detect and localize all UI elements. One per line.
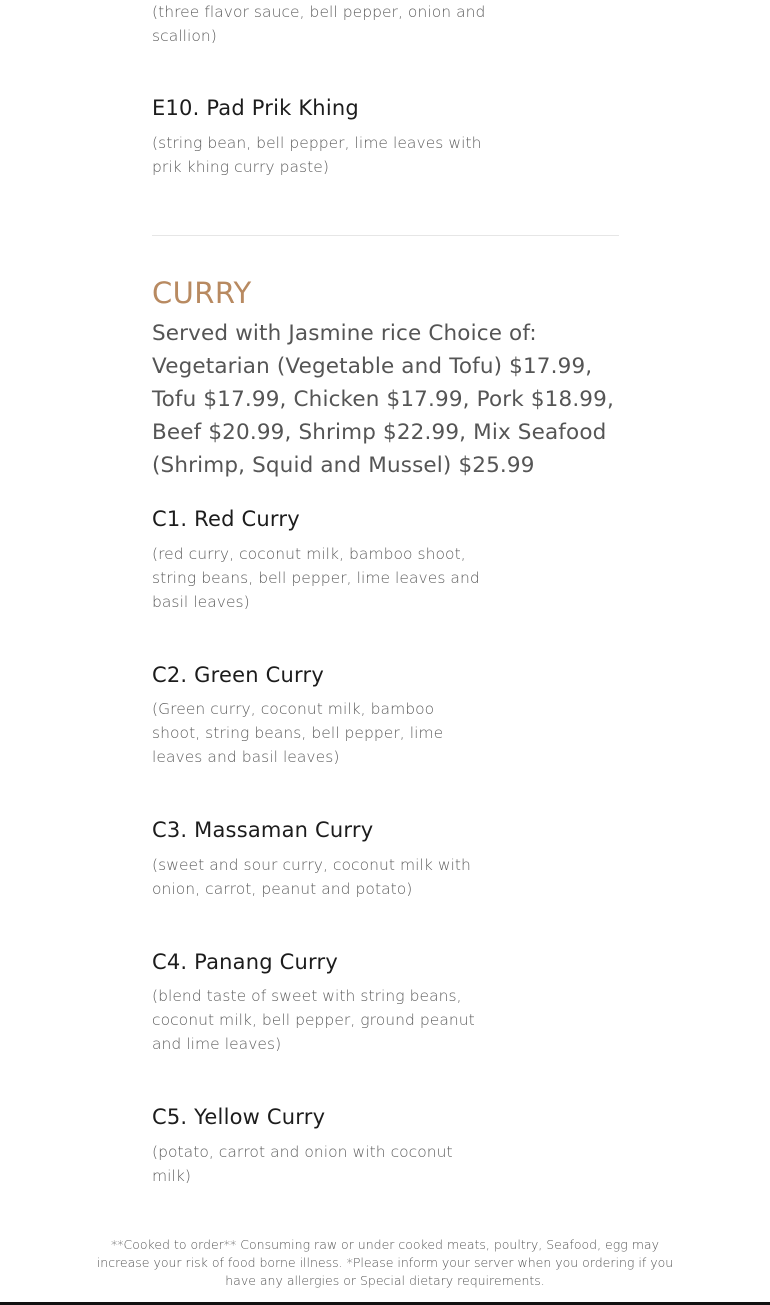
menu-item-title-c3: C3. Massaman Curry: [152, 818, 374, 842]
menu-item-title-c1: C1. Red Curry: [152, 507, 300, 531]
section-subheading-curry: Served with Jasmine rice Choice of: Vegetarian (Vegetable and Tofu) $17.99, Tofu $17.99, Chicken $17.99, Pork $18.99, Beef $20.99, Shrimp $22.99, Mix Seafood (Shrimp, Squid and Mussel) $25.99: [152, 321, 614, 478]
menu-item-title-c4: C4. Panang Curry: [152, 950, 338, 974]
menu-item-description-c3: (sweet and sour curry, coconut milk with onion, carrot, peanut and potato): [152, 856, 471, 898]
section-heading-curry: CURRY: [152, 276, 252, 310]
menu-item-title-e10: E10. Pad Prik Khing: [152, 96, 359, 120]
previous-item-description: (three flavor sauce, bell pepper, onion and scallion): [152, 3, 486, 45]
section-divider: [152, 235, 619, 236]
menu-item-title-c2: C2. Green Curry: [152, 663, 324, 687]
menu-item-description-c1: (red curry, coconut milk, bamboo shoot, string beans, bell pepper, lime leaves and basil leaves): [152, 545, 480, 611]
menu-item-description-c5: (potato, carrot and onion with coconut milk): [152, 1143, 453, 1185]
menu-item-description-c2: (Green curry, coconut milk, bamboo shoot, string beans, bell pepper, lime leaves and basil leaves): [152, 700, 444, 766]
menu-item-description-c4: (blend taste of sweet with string beans, coconut milk, bell pepper, ground peanut and lime leaves): [152, 987, 475, 1053]
allergy-disclaimer: **Cooked to order** Consuming raw or under cooked meats, poultry, Seafood, egg may increase your risk of food borne illness. *Please inform your server when you ordering if you have any allergies or Special dietary requirements.: [96, 1237, 674, 1288]
menu-item-title-c5: C5. Yellow Curry: [152, 1105, 326, 1129]
menu-item-description-e10: (string bean, bell pepper, lime leaves with prik khing curry paste): [152, 134, 482, 176]
